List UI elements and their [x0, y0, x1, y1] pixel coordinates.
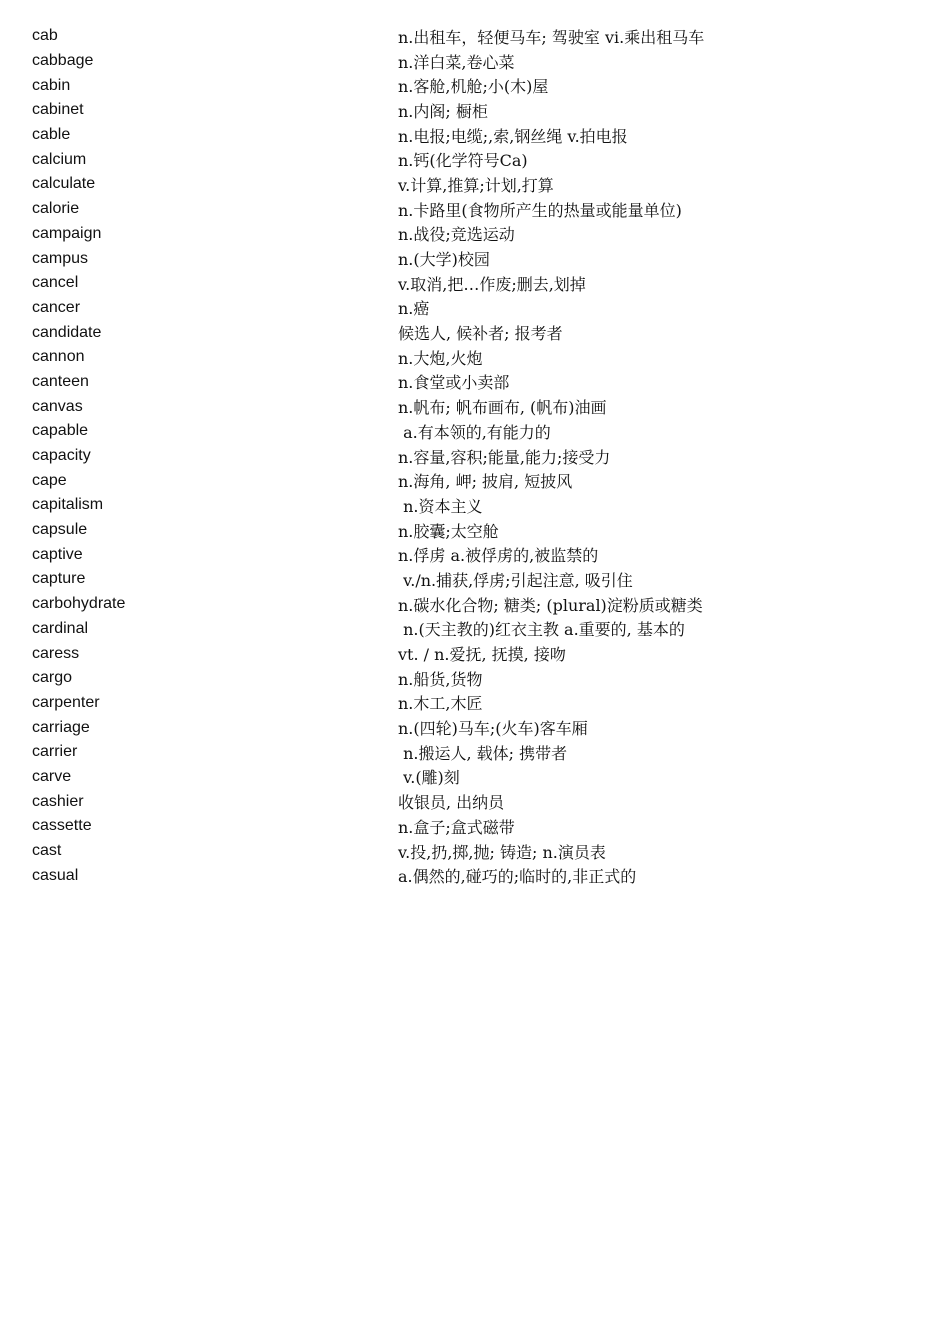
vocab-definition: v.取消,把…作废;删去,划掉 [398, 274, 586, 294]
vocab-row [0, 666, 950, 691]
vocab-word: cargo [32, 669, 73, 687]
vocab-definition: n.木工,木匠 [398, 694, 483, 714]
vocab-row [0, 617, 950, 642]
vocab-definition: n.出租车，轻便马车; 驾驶室 vi.乘出租马车 [398, 27, 705, 47]
vocab-word: capture [32, 570, 86, 588]
vocab-word: cassette [32, 817, 92, 835]
vocab-definition: n.卡路里(食物所产生的热量或能量单位) [398, 200, 682, 220]
vocab-definition: n.癌 [398, 299, 430, 319]
vocab-word: cabinet [32, 101, 84, 119]
vocab-definition: v.(雕)刻 [398, 768, 460, 788]
vocab-row [0, 147, 950, 172]
vocab-definition: n.(大学)校园 [398, 250, 490, 270]
vocab-word: cape [32, 471, 67, 489]
vocab-row [0, 419, 950, 444]
vocab-definition: n.俘虏 a.被俘虏的,被监禁的 [398, 546, 599, 566]
vocab-word: carrier [32, 743, 78, 761]
vocab-row [0, 518, 950, 543]
vocab-word: campus [32, 249, 89, 267]
vocab-word: capsule [32, 521, 88, 539]
vocab-row [0, 123, 950, 148]
vocab-word: calorie [32, 200, 80, 218]
vocab-definition: 候选人, 候补者; 报考者 [398, 324, 563, 344]
vocab-row [0, 542, 950, 567]
vocab-word: carve [32, 767, 72, 785]
vocab-row [0, 370, 950, 395]
vocab-word: canvas [32, 397, 83, 415]
vocab-row [0, 814, 950, 839]
vocab-word: cable [32, 126, 71, 144]
vocab-row [0, 98, 950, 123]
vocab-definition: n.电报;电缆;,索,钢丝绳 v.拍电报 [398, 126, 628, 146]
vocab-definition: n.(四轮)马车;(火车)客车厢 [398, 719, 588, 739]
vocab-word: captive [32, 545, 83, 563]
vocab-word: casual [32, 866, 79, 884]
vocab-word: carpenter [32, 693, 100, 711]
vocab-definition: n.碳水化合物; 糖类; (plural)淀粉质或糖类 [398, 595, 703, 615]
vocab-row [0, 394, 950, 419]
vocab-word: cardinal [32, 619, 89, 637]
vocab-row [0, 246, 950, 271]
vocab-definition: n.洋白菜,卷心菜 [398, 52, 515, 72]
vocab-word: cancer [32, 298, 81, 316]
vocab-row [0, 345, 950, 370]
vocab-word: capitalism [32, 496, 104, 514]
vocab-row [0, 172, 950, 197]
vocab-definition: n.战役;竞选运动 [398, 225, 515, 245]
vocabulary-list [0, 24, 950, 888]
vocab-definition: n.客舱,机舱;小(木)屋 [398, 77, 549, 97]
vocab-definition: n.资本主义 [398, 496, 483, 516]
vocab-row [0, 296, 950, 321]
vocab-row [0, 789, 950, 814]
vocab-definition: n.胶囊;太空舱 [398, 521, 499, 541]
vocab-row [0, 641, 950, 666]
vocab-row [0, 740, 950, 765]
vocab-definition: n.大炮,火炮 [398, 348, 483, 368]
vocab-word: candidate [32, 323, 102, 341]
vocab-word: cannon [32, 348, 85, 366]
vocab-row [0, 271, 950, 296]
vocab-row [0, 24, 950, 49]
vocab-definition: v./n.捕获,俘虏;引起注意, 吸引住 [398, 570, 633, 590]
vocab-definition: vt. / n.爱抚, 抚摸, 接吻 [398, 645, 566, 665]
vocab-word: cancel [32, 274, 79, 292]
vocab-word: cabbage [32, 52, 94, 70]
vocab-definition: n.容量,容积;能量,能力;接受力 [398, 447, 611, 467]
vocab-definition: a.偶然的,碰巧的;临时的,非正式的 [398, 867, 637, 887]
vocab-word: calcium [32, 150, 87, 168]
vocab-word: carriage [32, 718, 90, 736]
vocab-word: caress [32, 644, 80, 662]
vocab-definition: 收银员, 出纳员 [398, 793, 505, 813]
vocab-word: cab [32, 27, 58, 45]
vocab-word: cashier [32, 792, 84, 810]
vocab-row [0, 715, 950, 740]
vocab-row [0, 468, 950, 493]
vocab-row [0, 839, 950, 864]
vocab-word: campaign [32, 224, 102, 242]
vocab-row [0, 592, 950, 617]
vocab-definition: n.内阁; 橱柜 [398, 101, 488, 121]
vocab-definition: v.计算,推算;计划,打算 [398, 175, 554, 195]
vocab-row [0, 765, 950, 790]
vocab-word: cabin [32, 76, 71, 94]
vocab-definition: n.海角, 岬; 披肩, 短披风 [398, 472, 573, 492]
vocab-word: calculate [32, 175, 96, 193]
vocab-word: carbohydrate [32, 595, 126, 613]
vocab-definition: n.钙(化学符号Ca) [398, 151, 528, 171]
vocab-definition: n.船货,货物 [398, 669, 483, 689]
vocab-word: capacity [32, 447, 91, 465]
vocab-definition: v.投,扔,掷,抛; 铸造; n.演员表 [398, 842, 606, 862]
vocab-definition: n.食堂或小卖部 [398, 373, 510, 393]
vocab-row [0, 197, 950, 222]
vocab-row [0, 691, 950, 716]
vocab-word: cast [32, 842, 62, 860]
vocab-definition: n.(天主教的)红衣主教 a.重要的, 基本的 [398, 620, 685, 640]
vocab-word: canteen [32, 372, 89, 390]
vocab-definition: n.搬运人, 载体; 携带者 [398, 743, 568, 763]
vocab-row [0, 73, 950, 98]
vocab-row [0, 863, 950, 888]
vocab-word: capable [32, 422, 89, 440]
vocab-definition: n.盒子;盒式磁带 [398, 817, 515, 837]
vocab-row [0, 493, 950, 518]
vocab-row [0, 49, 950, 74]
vocab-row [0, 567, 950, 592]
vocab-row [0, 222, 950, 247]
vocab-definition: a.有本领的,有能力的 [398, 422, 551, 442]
vocab-row [0, 444, 950, 469]
vocab-definition: n.帆布; 帆布画布, (帆布)油画 [398, 398, 607, 418]
vocab-row [0, 320, 950, 345]
